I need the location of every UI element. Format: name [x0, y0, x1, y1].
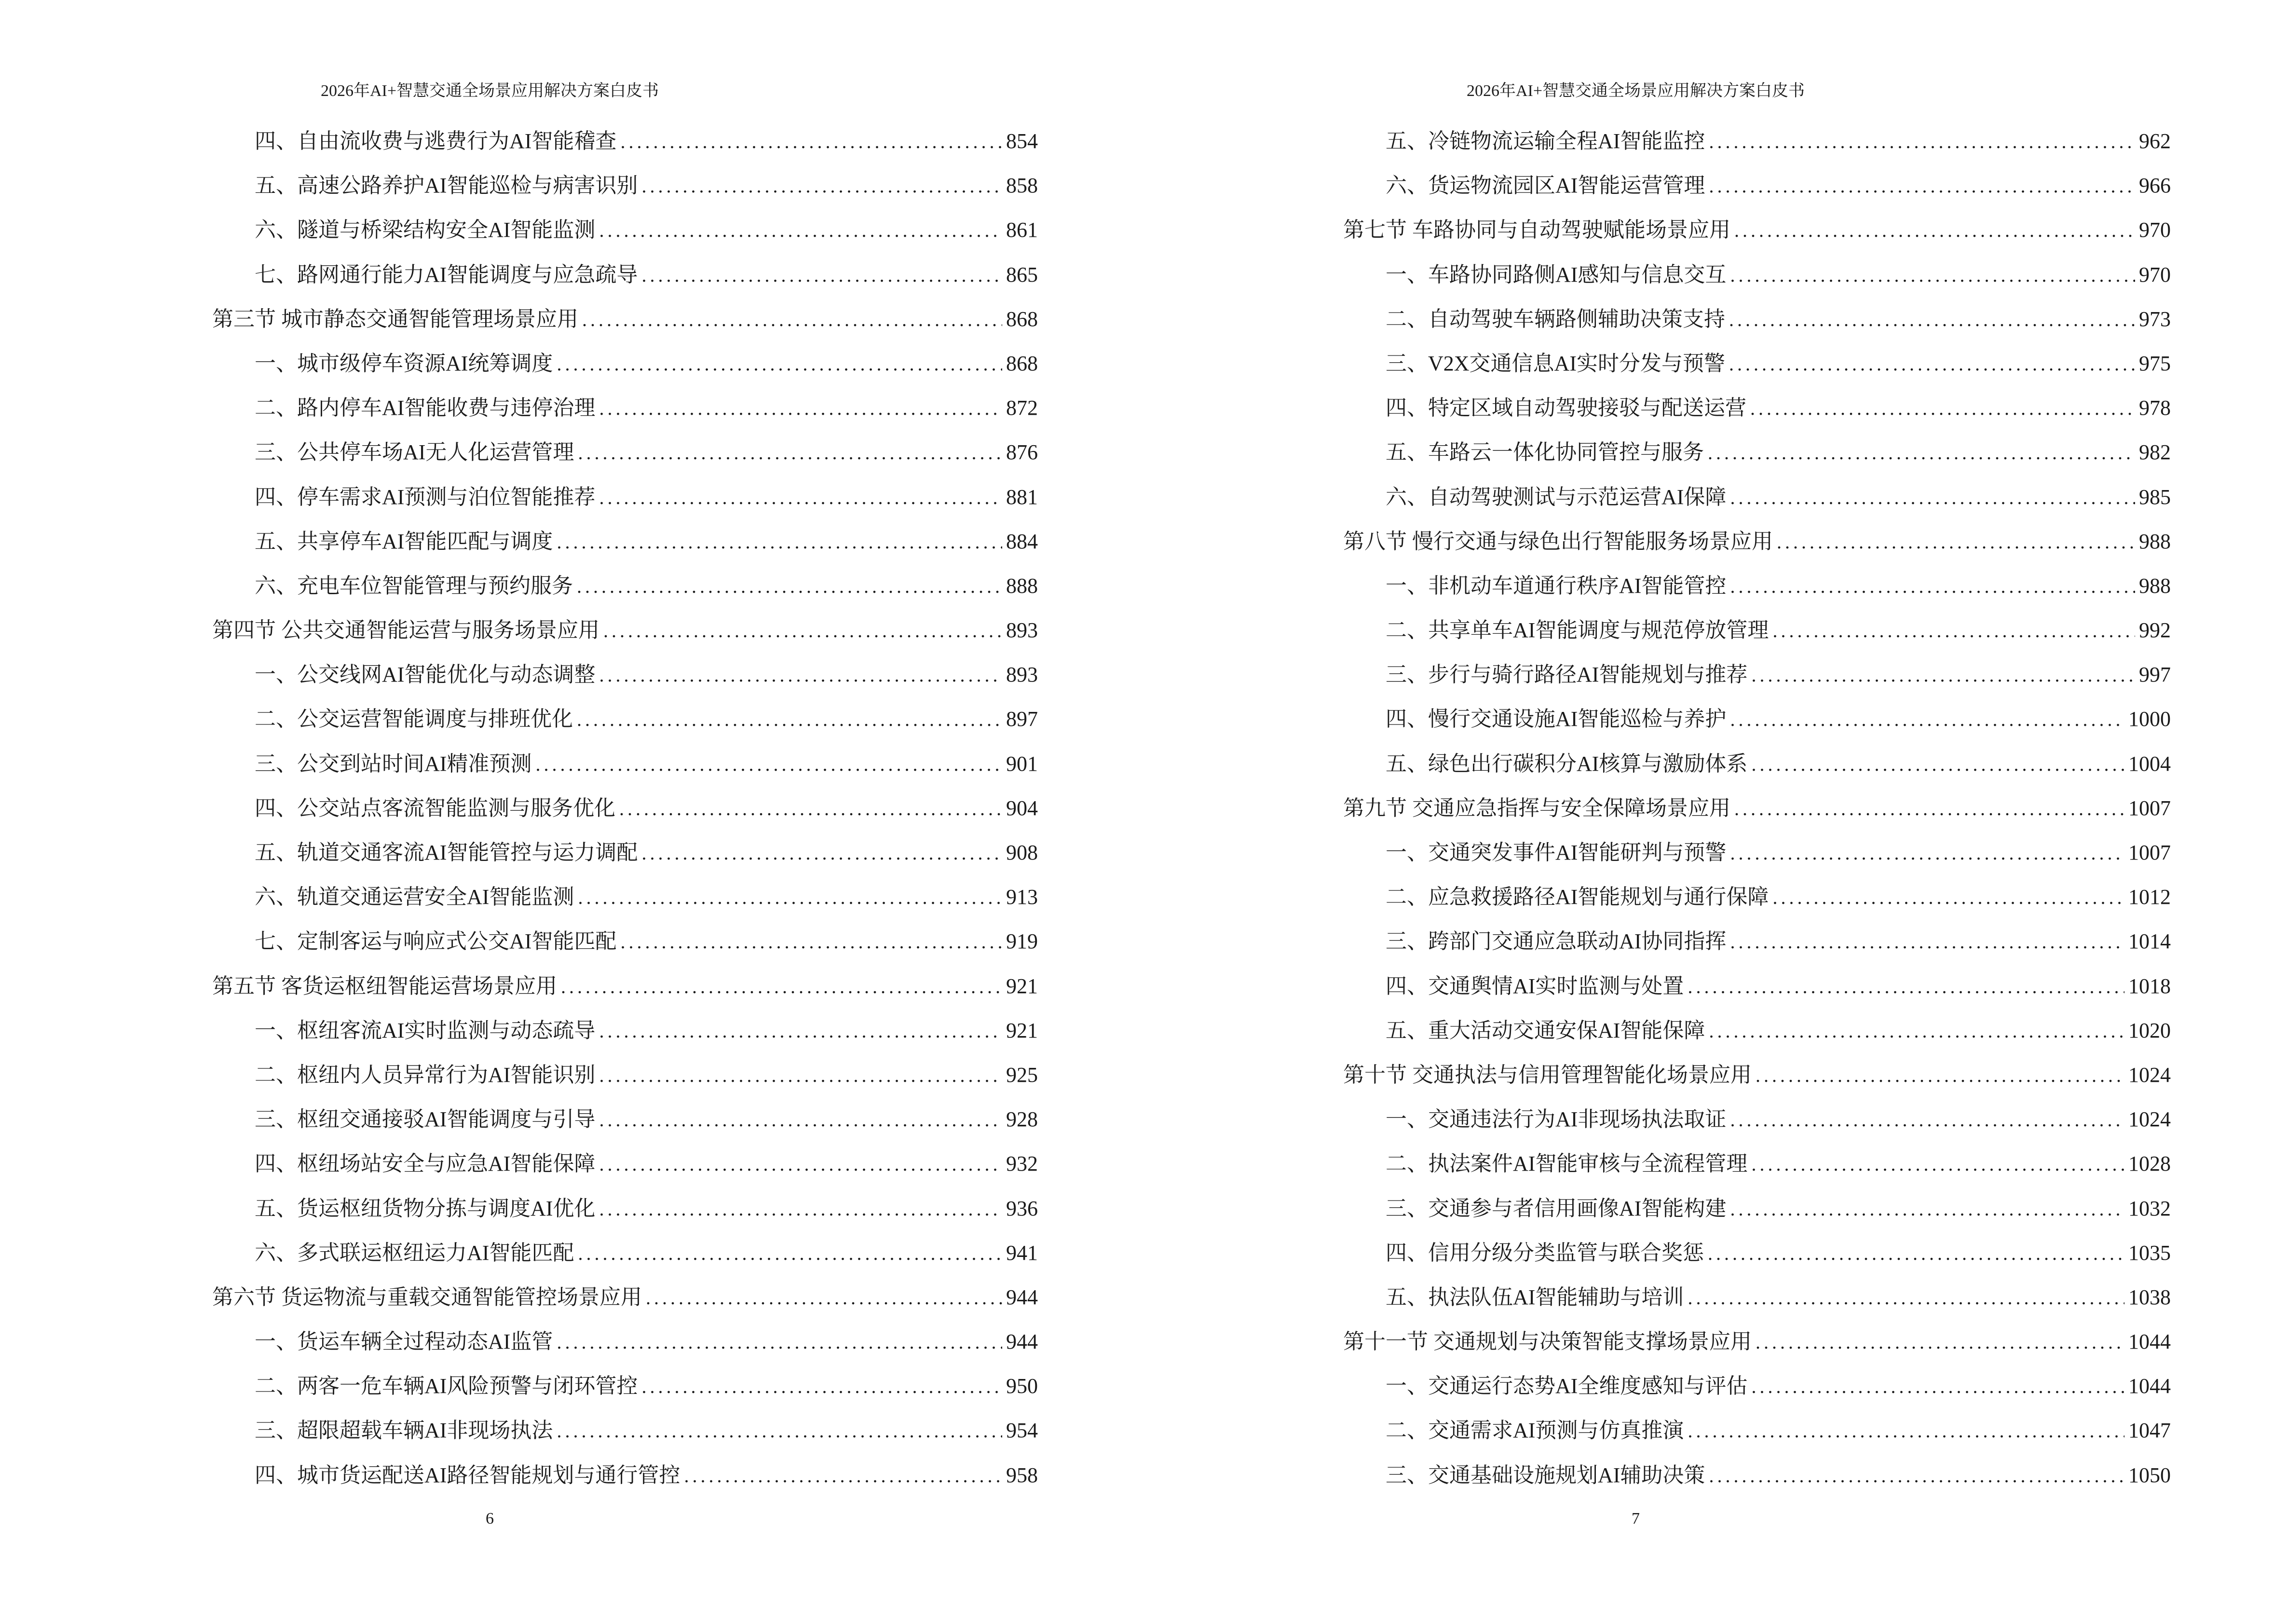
dot-leader	[1729, 298, 2135, 342]
toc-section-entry[interactable]	[1343, 208, 2171, 252]
toc-entry-page-number: 888	[1006, 573, 1038, 598]
dot-leader	[577, 564, 1002, 609]
dot-leader	[603, 609, 1002, 653]
toc-entry-page-number: 936	[1006, 1196, 1038, 1220]
toc-subsection-entry[interactable]	[212, 1320, 1038, 1364]
toc-entry-page-number: 925	[1006, 1063, 1038, 1087]
toc-entry-title: 二、两客一危车辆AI风险预警与闭环管控	[255, 1374, 638, 1398]
toc-subsection-entry[interactable]	[212, 1453, 1038, 1498]
dot-leader	[1777, 520, 2135, 564]
toc-entry-page-number: 1044	[2128, 1330, 2171, 1354]
toc-entry-title: 六、货运物流园区AI智能运营管理	[1386, 174, 1705, 198]
toc-entry-title: 四、公交站点客流智能监测与服务优化	[255, 796, 615, 820]
toc-entry-title: 六、多式联运枢纽运力AI智能匹配	[255, 1241, 574, 1265]
toc-subsection-entry[interactable]	[212, 430, 1038, 475]
toc-entry-page-number: 901	[1006, 751, 1038, 776]
dot-leader	[578, 875, 1002, 920]
toc-entry-title: 五、冷链物流运输全程AI智能监控	[1386, 129, 1705, 153]
toc-section-entry[interactable]	[212, 608, 1038, 653]
toc-subsection-entry[interactable]	[212, 786, 1038, 831]
dot-leader	[1730, 564, 2135, 609]
toc-entry-page-number: 985	[2139, 485, 2171, 509]
toc-subsection-entry[interactable]	[212, 1142, 1038, 1186]
toc-subsection-entry[interactable]	[1343, 386, 2171, 430]
toc-entry-page-number: 861	[1006, 218, 1038, 242]
toc-entry-title: 四、信用分级分类监管与联合奖惩	[1386, 1241, 1704, 1265]
toc-entry-page-number: 1044	[2128, 1374, 2171, 1398]
toc-entry-page-number: 962	[2139, 129, 2171, 153]
dot-leader	[1709, 1454, 2124, 1498]
toc-entry-title: 五、共享停车AI智能匹配与调度	[255, 529, 553, 553]
toc-entry-page-number: 921	[1006, 974, 1038, 998]
toc-entry-page-number: 1050	[2128, 1463, 2171, 1487]
toc-entry-title: 二、交通需求AI预测与仿真推演	[1386, 1419, 1684, 1443]
toc-subsection-entry[interactable]	[1343, 1187, 2171, 1231]
page-number: 7	[1632, 1510, 1640, 1528]
dot-leader	[1730, 476, 2135, 520]
toc-entry-page-number: 1047	[2128, 1419, 2171, 1443]
toc-section-entry[interactable]	[1343, 1053, 2171, 1097]
toc-entry-title: 七、路网通行能力AI智能调度与应急疏导	[255, 262, 638, 287]
dot-leader	[578, 431, 1002, 475]
toc-subsection-entry[interactable]	[212, 208, 1038, 252]
toc-entry-title: 五、轨道交通客流AI智能管控与运力调配	[255, 841, 638, 864]
toc-subsection-entry[interactable]	[1343, 1097, 2171, 1142]
toc-entry-title: 三、交通参与者信用画像AI智能构建	[1386, 1196, 1727, 1220]
toc-entry-page-number: 970	[2139, 218, 2171, 242]
toc-entry-page-number: 1007	[2128, 841, 2171, 864]
dot-leader	[578, 1231, 1002, 1276]
toc-subsection-entry[interactable]	[212, 831, 1038, 875]
dot-leader	[1751, 742, 2124, 787]
toc-subsection-entry[interactable]	[212, 653, 1038, 697]
toc-entry-title: 四、特定区域自动驾驶接驳与配送运营	[1386, 396, 1746, 420]
toc-subsection-entry[interactable]	[212, 742, 1038, 786]
dot-leader	[599, 1142, 1002, 1187]
toc-entry-page-number: 893	[1006, 618, 1038, 642]
toc-entry-title: 第六节 货运物流与重载交通智能管控场景应用	[212, 1285, 642, 1309]
toc-entry-page-number: 973	[2139, 307, 2171, 331]
toc-entry-title: 第十节 交通执法与信用管理智能化场景应用	[1343, 1063, 1752, 1087]
toc-subsection-entry[interactable]	[212, 564, 1038, 608]
toc-entry-title: 第七节 车路协同与自动驾驶赋能场景应用	[1343, 218, 1730, 242]
dot-leader	[620, 120, 1002, 164]
toc-entry-title: 三、公交到站时间AI精准预测	[255, 751, 532, 776]
toc-entry-page-number: 868	[1006, 307, 1038, 331]
toc-entry-page-number: 865	[1006, 262, 1038, 287]
toc-entry-page-number: 908	[1006, 841, 1038, 864]
toc-entry-page-number: 954	[1006, 1419, 1038, 1443]
toc-entry-page-number: 868	[1006, 351, 1038, 375]
toc-entry-title: 一、交通运行态势AI全维度感知与评估	[1386, 1374, 1748, 1398]
dot-leader	[535, 742, 1002, 787]
toc-entry-page-number: 978	[2139, 396, 2171, 420]
toc-subsection-entry[interactable]	[212, 1231, 1038, 1275]
toc-subsection-entry[interactable]	[1343, 831, 2171, 875]
toc-entry-title: 一、交通违法行为AI非现场执法取证	[1386, 1107, 1727, 1132]
toc-entry-title: 四、交通舆情AI实时监测与处置	[1386, 974, 1684, 998]
dot-leader	[641, 831, 1002, 875]
dot-leader	[577, 697, 1002, 742]
dot-leader	[641, 164, 1002, 208]
dot-leader	[557, 342, 1002, 386]
dot-leader	[599, 653, 1002, 697]
toc-section-entry[interactable]	[1343, 786, 2171, 831]
toc-subsection-entry[interactable]	[212, 164, 1038, 208]
toc-entry-page-number: 932	[1006, 1152, 1038, 1176]
toc-entry-title: 一、非机动车道通行秩序AI智能管控	[1386, 573, 1727, 598]
table-of-contents	[1343, 119, 2171, 1498]
toc-section-entry[interactable]	[212, 1275, 1038, 1320]
toc-entry-title: 二、共享单车AI智能调度与规范停放管理	[1386, 618, 1769, 642]
toc-entry-page-number: 982	[2139, 440, 2171, 464]
toc-subsection-entry[interactable]	[1343, 564, 2171, 608]
dot-leader	[1730, 697, 2124, 742]
toc-section-entry[interactable]	[1343, 1320, 2171, 1364]
toc-subsection-entry[interactable]	[1343, 1408, 2171, 1453]
toc-entry-page-number: 992	[2139, 618, 2171, 642]
toc-subsection-entry[interactable]	[1343, 297, 2171, 341]
toc-entry-page-number: 1012	[2128, 885, 2171, 909]
toc-entry-page-number: 876	[1006, 440, 1038, 464]
toc-subsection-entry[interactable]	[212, 475, 1038, 519]
toc-section-entry[interactable]	[212, 964, 1038, 1009]
toc-entry-page-number: 950	[1006, 1374, 1038, 1398]
toc-subsection-entry[interactable]	[212, 341, 1038, 386]
toc-subsection-entry[interactable]	[212, 919, 1038, 964]
toc-entry-page-number: 919	[1006, 929, 1038, 954]
toc-entry-page-number: 941	[1006, 1241, 1038, 1265]
dot-leader	[619, 787, 1002, 831]
toc-subsection-entry[interactable]	[212, 1408, 1038, 1453]
dot-leader	[582, 298, 1002, 342]
toc-section-entry[interactable]	[212, 297, 1038, 341]
toc-entry-title: 三、超限超载车辆AI非现场执法	[255, 1419, 553, 1443]
toc-subsection-entry[interactable]	[212, 119, 1038, 164]
toc-entry-title: 三、公共停车场AI无人化运营管理	[255, 440, 574, 464]
toc-entry-title: 七、定制客运与响应式公交AI智能匹配	[255, 929, 617, 954]
toc-entry-page-number: 904	[1006, 796, 1038, 820]
dot-leader	[1709, 1009, 2124, 1053]
toc-entry-title: 第十一节 交通规划与决策智能支撑场景应用	[1343, 1330, 1752, 1354]
dot-leader	[1709, 120, 2135, 164]
running-header: 2026年AI+智慧交通全场景应用解决方案白皮书	[1466, 82, 1805, 100]
toc-entry-title: 一、枢纽客流AI实时监测与动态疏导	[255, 1018, 596, 1042]
toc-entry-title: 六、自动驾驶测试与示范运营AI保障	[1386, 485, 1727, 509]
dot-leader	[599, 1187, 1002, 1231]
dot-leader	[599, 1053, 1002, 1098]
dot-leader	[1734, 787, 2124, 831]
toc-entry-page-number: 1000	[2128, 707, 2171, 731]
toc-subsection-entry[interactable]	[1343, 697, 2171, 741]
dot-leader	[1772, 609, 2135, 653]
toc-entry-title: 四、自由流收费与逃费行为AI智能稽查	[255, 129, 617, 153]
toc-entry-title: 五、货运枢纽货物分拣与调度AI优化	[255, 1196, 596, 1220]
toc-subsection-entry[interactable]	[212, 1009, 1038, 1053]
dot-leader	[599, 1098, 1002, 1142]
toc-entry-title: 六、轨道交通运营安全AI智能监测	[255, 885, 574, 909]
toc-subsection-entry[interactable]	[1343, 1364, 2171, 1408]
toc-entry-title: 第三节 城市静态交通智能管理场景应用	[212, 307, 578, 331]
toc-entry-title: 三、交通基础设施规划AI辅助决策	[1386, 1463, 1705, 1487]
toc-subsection-entry[interactable]	[1343, 1009, 2171, 1053]
toc-entry-title: 五、绿色出行碳积分AI核算与激励体系	[1386, 751, 1748, 776]
dot-leader	[1730, 1187, 2124, 1231]
dot-leader	[641, 1365, 1002, 1409]
dot-leader	[1730, 1098, 2124, 1142]
toc-entry-title: 二、路内停车AI智能收费与违停治理	[255, 396, 596, 420]
running-header: 2026年AI+智慧交通全场景应用解决方案白皮书	[320, 82, 659, 100]
toc-subsection-entry[interactable]	[1343, 964, 2171, 1009]
toc-entry-page-number: 1024	[2128, 1063, 2171, 1087]
toc-entry-page-number: 1038	[2128, 1285, 2171, 1309]
table-of-contents	[212, 119, 1038, 1498]
toc-subsection-entry[interactable]	[212, 519, 1038, 564]
page-number: 6	[486, 1510, 494, 1528]
right-page	[1144, 0, 2287, 1624]
dot-leader	[1751, 1365, 2124, 1409]
toc-subsection-entry[interactable]	[1343, 919, 2171, 964]
toc-entry-title: 二、枢纽内人员异常行为AI智能识别	[255, 1063, 596, 1087]
toc-entry-title: 六、隧道与桥梁结构安全AI智能监测	[255, 218, 596, 242]
toc-entry-page-number: 975	[2139, 351, 2171, 375]
dot-leader	[1688, 1409, 2124, 1453]
toc-section-entry[interactable]	[1343, 519, 2171, 564]
toc-subsection-entry[interactable]	[212, 697, 1038, 741]
toc-entry-title: 六、充电车位智能管理与预约服务	[255, 573, 573, 598]
toc-subsection-entry[interactable]	[212, 1053, 1038, 1097]
toc-entry-title: 第八节 慢行交通与绿色出行智能服务场景应用	[1343, 529, 1773, 553]
dot-leader	[1751, 653, 2135, 697]
dot-leader	[1729, 342, 2135, 386]
toc-entry-title: 五、高速公路养护AI智能巡检与病害识别	[255, 174, 638, 198]
toc-entry-page-number: 884	[1006, 529, 1038, 553]
dot-leader	[1688, 1276, 2124, 1320]
dot-leader	[1750, 386, 2135, 431]
toc-entry-title: 第四节 公共交通智能运营与服务场景应用	[212, 618, 599, 642]
dot-leader	[1709, 164, 2135, 208]
toc-entry-page-number: 928	[1006, 1107, 1038, 1132]
toc-entry-page-number: 913	[1006, 885, 1038, 909]
toc-entry-page-number: 881	[1006, 485, 1038, 509]
dot-leader	[599, 208, 1002, 253]
toc-entry-page-number: 921	[1006, 1018, 1038, 1042]
toc-entry-page-number: 1032	[2128, 1196, 2171, 1220]
toc-entry-title: 五、车路云一体化协同管控与服务	[1386, 440, 1704, 464]
toc-entry-page-number: 970	[2139, 262, 2171, 287]
dot-leader	[557, 1320, 1002, 1365]
toc-entry-title: 一、公交线网AI智能优化与动态调整	[255, 663, 596, 687]
toc-subsection-entry[interactable]	[212, 1187, 1038, 1231]
dot-leader	[557, 1409, 1002, 1453]
dot-leader	[599, 1009, 1002, 1053]
toc-subsection-entry[interactable]	[1343, 341, 2171, 386]
toc-entry-title: 第九节 交通应急指挥与安全保障场景应用	[1343, 796, 1730, 820]
dot-leader	[1708, 431, 2135, 475]
toc-entry-page-number: 966	[2139, 174, 2171, 198]
toc-entry-title: 四、枢纽场站安全与应急AI智能保障	[255, 1152, 596, 1176]
dot-leader	[1730, 920, 2124, 964]
toc-subsection-entry[interactable]	[212, 386, 1038, 430]
toc-subsection-entry[interactable]	[1343, 253, 2171, 297]
toc-entry-page-number: 1028	[2128, 1152, 2171, 1176]
toc-entry-title: 一、车路协同路侧AI感知与信息交互	[1386, 262, 1727, 287]
toc-entry-page-number: 854	[1006, 129, 1038, 153]
toc-entry-title: 五、重大活动交通安保AI智能保障	[1386, 1018, 1705, 1042]
dot-leader	[1772, 875, 2124, 920]
toc-subsection-entry[interactable]	[1343, 164, 2171, 208]
toc-entry-page-number: 1024	[2128, 1107, 2171, 1132]
toc-entry-title: 二、自动驾驶车辆路侧辅助决策支持	[1386, 307, 1725, 331]
dot-leader	[646, 1276, 1002, 1320]
toc-entry-title: 五、执法队伍AI智能辅助与培训	[1386, 1285, 1684, 1309]
dot-leader	[1756, 1320, 2124, 1365]
toc-subsection-entry[interactable]	[1343, 608, 2171, 653]
toc-subsection-entry[interactable]	[212, 875, 1038, 919]
toc-entry-page-number: 988	[2139, 529, 2171, 553]
toc-entry-title: 三、跨部门交通应急联动AI协同指挥	[1386, 929, 1727, 954]
toc-subsection-entry[interactable]	[212, 253, 1038, 297]
toc-entry-page-number: 944	[1006, 1330, 1038, 1354]
dot-leader	[557, 520, 1002, 564]
toc-entry-page-number: 958	[1006, 1463, 1038, 1487]
toc-entry-title: 一、货运车辆全过程动态AI监管	[255, 1330, 553, 1354]
dot-leader	[620, 920, 1002, 964]
toc-subsection-entry[interactable]	[1343, 1142, 2171, 1186]
toc-entry-title: 一、交通突发事件AI智能研判与预警	[1386, 841, 1727, 864]
toc-entry-page-number: 872	[1006, 396, 1038, 420]
toc-entry-page-number: 997	[2139, 663, 2171, 687]
toc-subsection-entry[interactable]	[1343, 1453, 2171, 1498]
dot-leader	[1688, 965, 2124, 1009]
dot-leader	[1734, 208, 2135, 253]
dot-leader	[684, 1454, 1002, 1498]
toc-entry-page-number: 1007	[2128, 796, 2171, 820]
toc-entry-page-number: 1020	[2128, 1018, 2171, 1042]
toc-entry-title: 一、城市级停车资源AI统筹调度	[255, 351, 553, 375]
toc-entry-page-number: 944	[1006, 1285, 1038, 1309]
toc-subsection-entry[interactable]	[1343, 742, 2171, 786]
toc-entry-page-number: 1018	[2128, 974, 2171, 998]
toc-entry-title: 三、V2X交通信息AI实时分发与预警	[1386, 351, 1725, 375]
toc-entry-title: 三、枢纽交通接驳AI智能调度与引导	[255, 1107, 596, 1132]
dot-leader	[599, 476, 1002, 520]
toc-subsection-entry[interactable]	[1343, 430, 2171, 475]
toc-entry-page-number: 1035	[2128, 1241, 2171, 1265]
toc-subsection-entry[interactable]	[1343, 119, 2171, 164]
toc-entry-page-number: 988	[2139, 573, 2171, 598]
toc-entry-page-number: 897	[1006, 707, 1038, 731]
dot-leader	[1751, 1142, 2124, 1187]
toc-entry-page-number: 893	[1006, 663, 1038, 687]
toc-entry-page-number: 858	[1006, 174, 1038, 198]
toc-subsection-entry[interactable]	[1343, 875, 2171, 919]
toc-entry-title: 二、公交运营智能调度与排班优化	[255, 707, 573, 731]
toc-entry-title: 四、停车需求AI预测与泊位智能推荐	[255, 485, 596, 509]
dot-leader	[641, 253, 1002, 298]
toc-subsection-entry[interactable]	[1343, 653, 2171, 697]
toc-entry-page-number: 1004	[2128, 751, 2171, 776]
dot-leader	[1756, 1053, 2124, 1098]
toc-entry-title: 四、慢行交通设施AI智能巡检与养护	[1386, 707, 1727, 731]
toc-entry-title: 三、步行与骑行路径AI智能规划与推荐	[1386, 663, 1748, 687]
toc-subsection-entry[interactable]	[212, 1097, 1038, 1142]
toc-entry-title: 二、应急救援路径AI智能规划与通行保障	[1386, 885, 1769, 909]
toc-subsection-entry[interactable]	[1343, 475, 2171, 519]
toc-subsection-entry[interactable]	[1343, 1275, 2171, 1320]
toc-entry-title: 四、城市货运配送AI路径智能规划与通行管控	[255, 1463, 681, 1487]
dot-leader	[561, 965, 1002, 1009]
dot-leader	[1730, 831, 2124, 875]
dot-leader	[599, 386, 1002, 431]
dot-leader	[1730, 253, 2135, 298]
toc-entry-title: 第五节 客货运枢纽智能运营场景应用	[212, 974, 557, 998]
dot-leader	[1708, 1231, 2124, 1276]
toc-entry-page-number: 1014	[2128, 929, 2171, 954]
toc-subsection-entry[interactable]	[1343, 1231, 2171, 1275]
toc-entry-title: 二、执法案件AI智能审核与全流程管理	[1386, 1152, 1748, 1176]
toc-subsection-entry[interactable]	[212, 1364, 1038, 1408]
